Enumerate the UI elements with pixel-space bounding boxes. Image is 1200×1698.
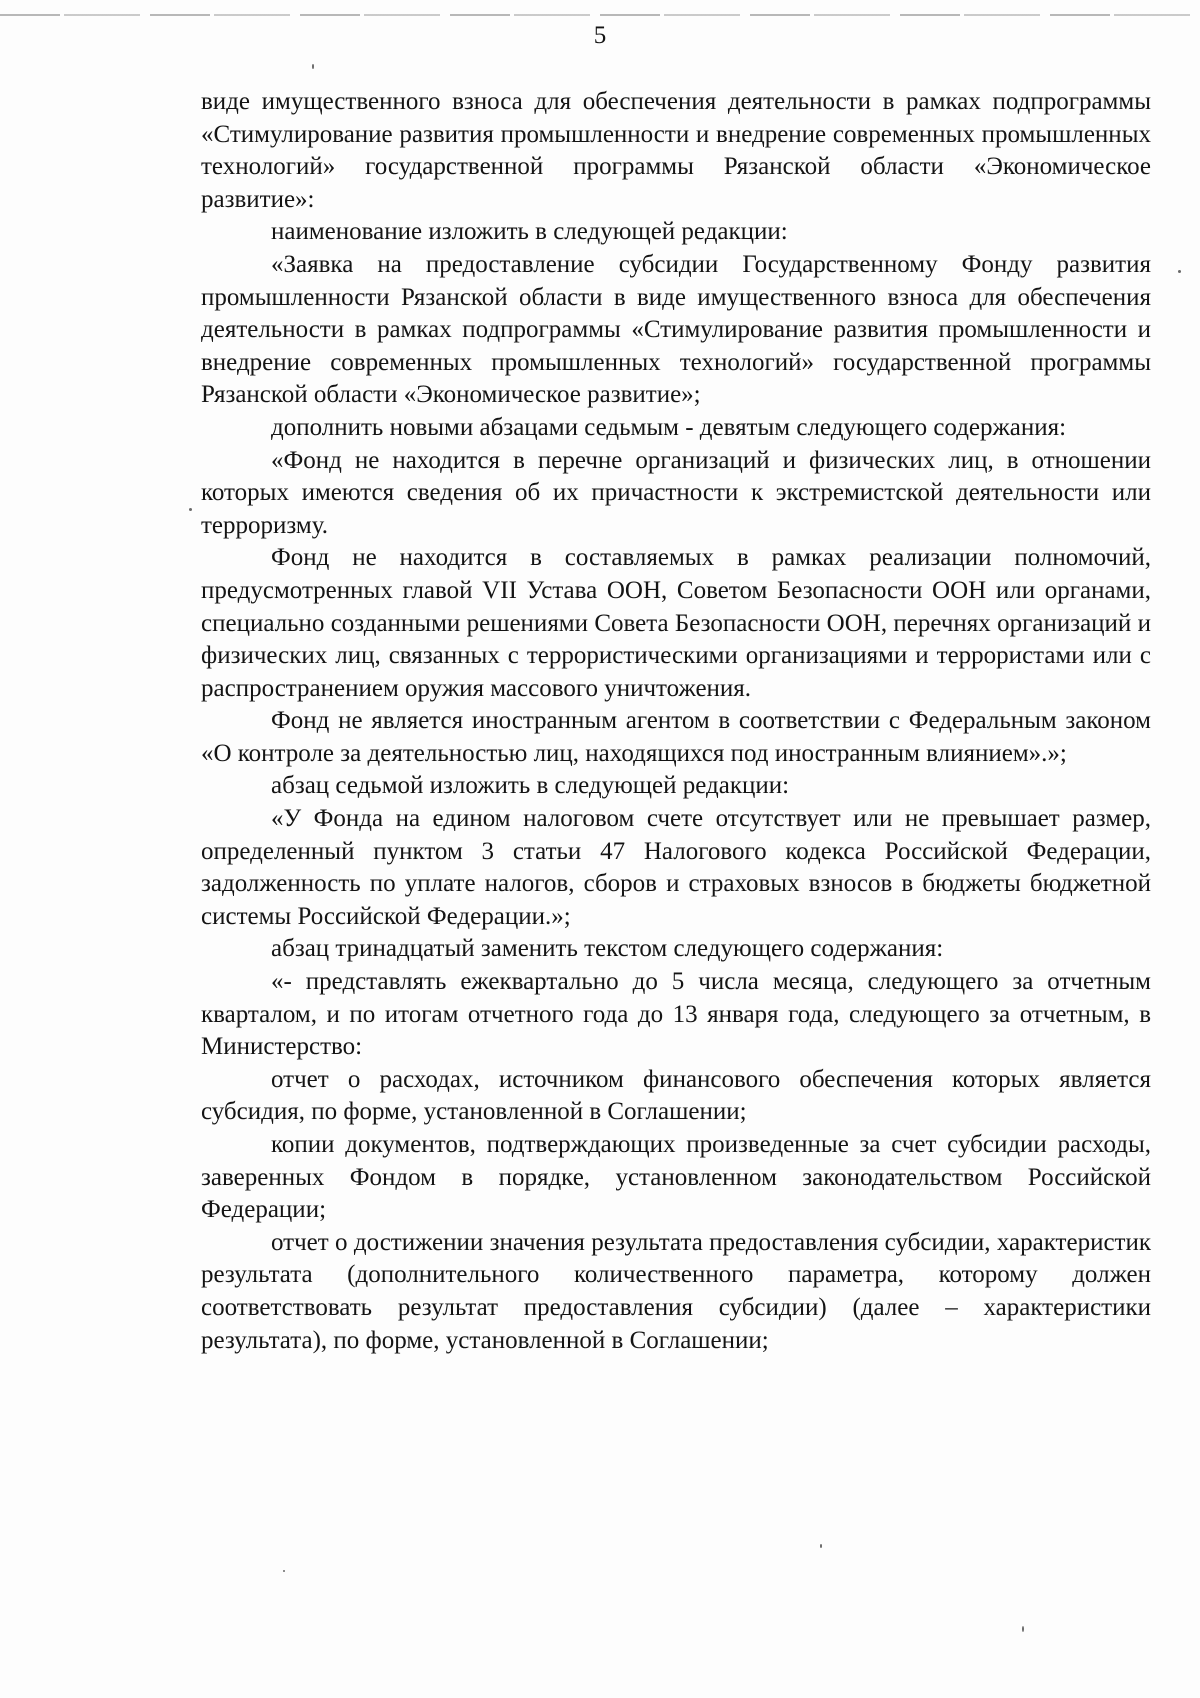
paragraph-title-amendment: наименование изложить в следующей редакции: — [271, 218, 788, 246]
scan-top-edge — [0, 14, 1200, 16]
paragraph-thirteenth-amendment: абзац тринадцатый заменить текстом следующего содержания: — [271, 935, 944, 963]
paragraph-add-clauses: дополнить новыми абзацами седьмым - девятым следующего содержания: — [271, 413, 1067, 441]
paragraph-expense-report: отчет о расходах, источником финансового обеспечения которых является субсидия, по форме, установленной в Соглашении; — [201, 1065, 1151, 1126]
scan-speck — [312, 64, 314, 69]
paragraph-document-copies: копии документов, подтверждающих произведенные за счет субсидии расходы, заверенных Фондом в порядке, установленном законодательством Российской Федерации; — [201, 1131, 1151, 1224]
scan-speck — [283, 1570, 285, 1572]
paragraph-extremism-clause: «Фонд не находится в перечне организаций и физических лиц, в отношении которых имеются сведения об их причастности к экстремистской деятельности или терроризму. — [201, 446, 1151, 539]
paragraph-reporting-clause: «- представлять ежеквартально до 5 числа месяца, следующего за отчетным кварталом, и по итогам отчетного года до 13 января года, следующего за отчетным, в Министерство: — [201, 968, 1151, 1061]
paragraph-tax-clause: «У Фонда на едином налоговом счете отсутствует или не превышает размер, определенный пунктом 3 статьи 47 Налогового кодекса Российской Федерации, задолженность по уплате налогов, сборов и страховых взносов в бюджеты бюджетной системы Российской Федерации.»; — [201, 805, 1151, 930]
paragraph-seventh-amendment: абзац седьмой изложить в следующей редакции: — [271, 772, 790, 800]
scan-speck — [820, 1544, 822, 1548]
paragraph-new-title: «Заявка на предоставление субсидии Государственному Фонду развития промышленности Рязанской области в виде имущественного взноса для обеспечения деятельности в рамках подпрограммы «Стимулирование развития промышленности и внедрение современных промышленных технологий» государственной программы Рязанской области «Экономическое развитие»; — [201, 250, 1151, 409]
document-body — [201, 86, 1151, 1357]
paragraph-result-report: отчет о достижении значения результата предоставления субсидии, характеристик результата (дополнительного количественного параметра, которому должен соответствовать результат предоставления субсидии) (далее – характеристики результата), по форме, установленной в Соглашении; — [201, 1228, 1151, 1354]
scan-speck — [1022, 1626, 1024, 1632]
paragraph-foreign-agent-clause: Фонд не является иностранным агентом в соответствии с Федеральным законом «О контроле за деятельностью лиц, находящихся под иностранным влиянием».»; — [201, 707, 1151, 767]
scan-speck — [1178, 270, 1181, 273]
paragraph-continuation: виде имущественного взноса для обеспечения деятельности в рамках подпрограммы «Стимулирование развития промышленности и внедрение современных промышленных технологий» государственной программы Рязанской области «Экономическое развитие»: — [201, 88, 1151, 213]
scan-speck — [189, 508, 192, 511]
page-number: 5 — [593, 22, 607, 49]
paragraph-un-clause: Фонд не находится в составляемых в рамках реализации полномочий, предусмотренных главой VII Устава ООН, Советом Безопасности ООН или органами, специально созданными решениями Совета Безопасности ООН, перечнях организаций и физических лиц, связанных с террористическими организациями и террористами или с распространением оружия массового уничтожения. — [201, 544, 1151, 702]
